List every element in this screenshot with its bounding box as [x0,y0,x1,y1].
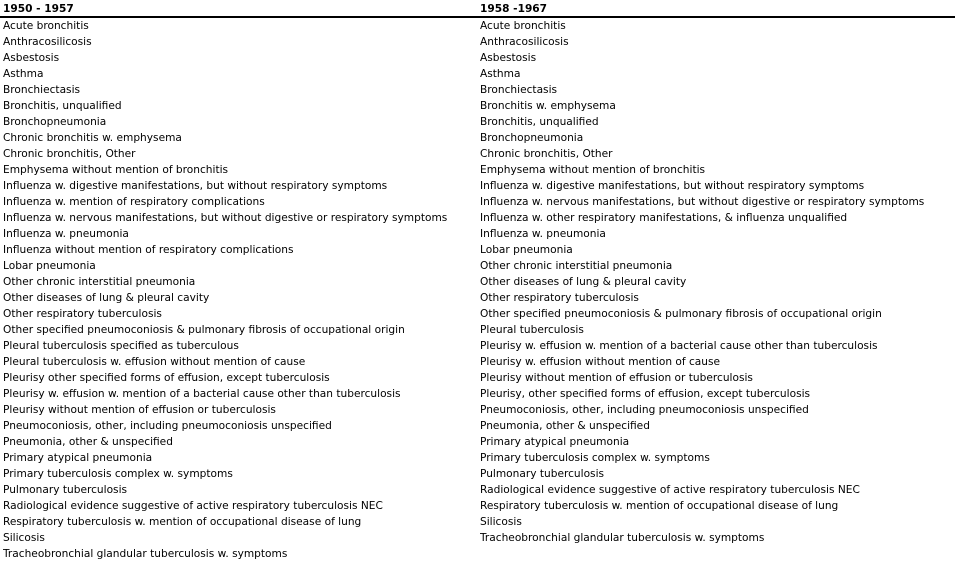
header-1958-1967: 1958 -1967 [480,3,548,15]
cause-1958-1967-row: Asthma [480,68,521,80]
cause-1950-1957-row: Influenza w. digestive manifestations, but without respiratory symptoms [3,180,388,192]
cause-1958-1967-row: Pneumoconiosis, other, including pneumoconiosis unspecified [480,404,809,416]
cause-1950-1957-row: Other specified pneumoconiosis & pulmonary fibrosis of occupational origin [3,324,405,336]
cause-1950-1957-row: Pleurisy without mention of effusion or tuberculosis [3,404,276,416]
cause-1958-1967-row: Bronchopneumonia [480,132,584,144]
cause-1950-1957-row: Influenza w. pneumonia [3,228,129,240]
column-1950-1957 [3,18,473,562]
cause-1958-1967-row: Influenza w. other respiratory manifestations, & influenza unqualified [480,212,848,224]
cause-1950-1957-row: Bronchiectasis [3,84,81,96]
cause-1958-1967-row: Asbestosis [480,52,537,64]
cause-1958-1967-row: Chronic bronchitis, Other [480,148,613,160]
cause-1950-1957-row: Asthma [3,68,44,80]
cause-1950-1957-row: Chronic bronchitis w. emphysema [3,132,182,144]
cause-1950-1957-row: Pleurisy other specified forms of effusion, except tuberculosis [3,372,330,384]
cause-1958-1967-row: Influenza w. digestive manifestations, but without respiratory symptoms [480,180,865,192]
cause-1950-1957-row: Radiological evidence suggestive of active respiratory tuberculosis NEC [3,500,383,512]
cause-1950-1957-row: Pleural tuberculosis specified as tuberculous [3,340,239,352]
cause-1958-1967-row: Respiratory tuberculosis w. mention of occupational disease of lung [480,500,839,512]
cause-1950-1957-row: Chronic bronchitis, Other [3,148,136,160]
cause-1958-1967-row: Other chronic interstitial pneumonia [480,260,673,272]
cause-1950-1957-row: Pneumonia, other & unspecified [3,436,173,448]
cause-1950-1957-row: Lobar pneumonia [3,260,96,272]
cause-1950-1957-row: Pneumoconiosis, other, including pneumoconiosis unspecified [3,420,332,432]
cause-1958-1967-row: Bronchiectasis [480,84,558,96]
cause-1950-1957-row: Tracheobronchial glandular tuberculosis w. symptoms [3,548,288,560]
cause-1950-1957-row: Anthracosilicosis [3,36,92,48]
cause-1950-1957-row: Emphysema without mention of bronchitis [3,164,229,176]
cause-1950-1957-row: Pleurisy w. effusion w. mention of a bacterial cause other than tuberculosis [3,388,401,400]
cause-1958-1967-row: Bronchitis, unqualified [480,116,599,128]
cause-1950-1957-row: Silicosis [3,532,45,544]
cause-1950-1957-row: Primary tuberculosis complex w. symptoms [3,468,233,480]
cause-1958-1967-row: Other respiratory tuberculosis [480,292,639,304]
cause-1958-1967-row: Pleurisy without mention of effusion or tuberculosis [480,372,753,384]
cause-1958-1967-row: Pleurisy w. effusion without mention of cause [480,356,721,368]
cause-1958-1967-row: Tracheobronchial glandular tuberculosis w. symptoms [480,532,765,544]
cause-1958-1967-row: Emphysema without mention of bronchitis [480,164,706,176]
cause-1950-1957-row: Bronchopneumonia [3,116,107,128]
cause-1950-1957-row: Pulmonary tuberculosis [3,484,128,496]
cause-1958-1967-row: Acute bronchitis [480,20,566,32]
cause-1958-1967-row: Pulmonary tuberculosis [480,468,605,480]
cause-1950-1957-row: Influenza w. nervous manifestations, but without digestive or respiratory symptoms [3,212,448,224]
cause-1958-1967-row: Silicosis [480,516,522,528]
cause-1950-1957-row: Influenza without mention of respiratory complications [3,244,294,256]
header-1950-1957: 1950 - 1957 [3,3,74,15]
cause-1958-1967-row: Pleurisy w. effusion w. mention of a bacterial cause other than tuberculosis [480,340,878,352]
cause-1958-1967-row: Influenza w. pneumonia [480,228,606,240]
cause-1958-1967-row: Primary atypical pneumonia [480,436,630,448]
cause-1950-1957-row: Respiratory tuberculosis w. mention of occupational disease of lung [3,516,362,528]
cause-1958-1967-row: Pleurisy, other specified forms of effusion, except tuberculosis [480,388,811,400]
cause-1958-1967-row: Anthracosilicosis [480,36,569,48]
cause-1958-1967-row: Influenza w. nervous manifestations, but without digestive or respiratory symptoms [480,196,925,208]
cause-1950-1957-row: Other chronic interstitial pneumonia [3,276,196,288]
table-header-row [0,1,955,18]
cause-1950-1957-row: Influenza w. mention of respiratory complications [3,196,265,208]
cause-1950-1957-row: Asbestosis [3,52,60,64]
cause-1950-1957-row: Bronchitis, unqualified [3,100,122,112]
cause-1958-1967-row: Other specified pneumoconiosis & pulmonary fibrosis of occupational origin [480,308,882,320]
cause-1958-1967-row: Radiological evidence suggestive of active respiratory tuberculosis NEC [480,484,860,496]
cause-1950-1957-row: Other diseases of lung & pleural cavity [3,292,210,304]
cause-1958-1967-row: Lobar pneumonia [480,244,573,256]
cause-1958-1967-row: Pleural tuberculosis [480,324,584,336]
cause-1958-1967-row: Primary tuberculosis complex w. symptoms [480,452,710,464]
cause-1958-1967-row: Other diseases of lung & pleural cavity [480,276,687,288]
cause-1950-1957-row: Acute bronchitis [3,20,89,32]
cause-1958-1967-row: Bronchitis w. emphysema [480,100,616,112]
cause-1950-1957-row: Pleural tuberculosis w. effusion without mention of cause [3,356,306,368]
column-1958-1967 [480,18,952,546]
cause-1958-1967-row: Pneumonia, other & unspecified [480,420,650,432]
cause-1950-1957-row: Other respiratory tuberculosis [3,308,162,320]
cause-1950-1957-row: Primary atypical pneumonia [3,452,153,464]
